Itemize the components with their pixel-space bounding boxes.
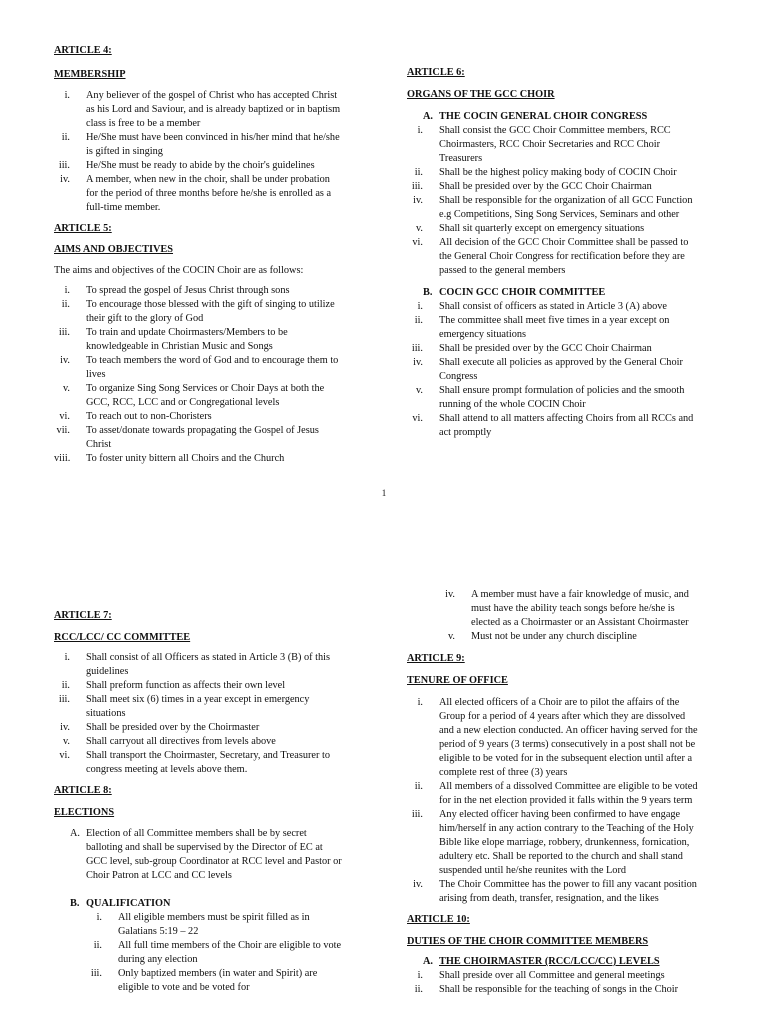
list-item-text-line: Shall be presided over by the Choirmaster <box>86 722 260 733</box>
list-item-number: v. <box>62 383 70 394</box>
list-item-text-line: adultery etc. Shall be reported to the church and shall stand <box>439 851 683 862</box>
list-item <box>54 410 374 424</box>
list-item-text-line: arising from death, transfer, resignation, and the likes <box>439 893 659 904</box>
list-item <box>54 939 374 967</box>
section-a-letter: A. <box>423 111 434 122</box>
list-item-text-line: To foster unity bittern all Choirs and the Church <box>86 453 285 464</box>
paragraph-line: balloting and shall be supervised by the Director of EC at <box>86 842 323 853</box>
list-item-text-line: Shall attend to all matters affecting Choirs from all RCCs and <box>439 413 694 424</box>
list-item <box>54 735 374 749</box>
list-item-text-line: Shall sit quarterly except on emergency situations <box>439 223 645 234</box>
list-item-number: vi. <box>59 411 70 422</box>
list-item-text-line: knowledgeable in Christian Music and Songs <box>86 341 273 352</box>
list-item-number: iii. <box>411 343 423 354</box>
article-5-list <box>54 284 374 466</box>
list-item-number: iv. <box>413 357 423 368</box>
list-item-number: i. <box>417 697 423 708</box>
list-item-number: vi. <box>59 750 70 761</box>
list-item-text-line: Christ <box>86 439 112 450</box>
list-item-number: i. <box>64 90 70 101</box>
list-item-text-line: him/herself in any action contrary to the Teaching of the Holy <box>439 823 694 834</box>
list-item <box>407 180 755 194</box>
list-item <box>54 326 374 354</box>
list-item-text-line: Any elected officer having been confirmed to have engage <box>439 809 681 820</box>
list-item-number: iii. <box>411 181 423 192</box>
list-item-text-line: To encourage those blessed with the gift of singing to utilize <box>86 299 335 310</box>
document-page-2 <box>0 520 768 1024</box>
list-item-text-line: All members of a dissolved Committee are eligible to be voted <box>439 781 698 792</box>
list-item-text-line: situations <box>86 708 126 719</box>
article-7-title: RCC/LCC/ CC COMMITTEE <box>54 632 191 643</box>
article-5-heading: ARTICLE 5: <box>54 223 112 234</box>
page2-right-column <box>407 588 755 997</box>
article-6-section-b-heading <box>407 286 755 300</box>
list-item-number: vi. <box>412 237 423 248</box>
list-item-text-line: All eligible members must be spirit filled as in <box>118 912 310 923</box>
article-7-list <box>54 651 374 777</box>
article-8-qualification-list-continued <box>407 588 755 644</box>
list-item-number: ii. <box>61 299 70 310</box>
list-item-number: ii. <box>61 680 70 691</box>
article-8-section-a <box>54 827 374 883</box>
list-item-text-line: Any believer of the gospel of Christ who has accepted Christ <box>86 90 338 101</box>
list-item <box>54 452 374 466</box>
list-item <box>54 693 374 721</box>
list-item-text-line: e.g Competitions, Sing Song Services, Seminars and other <box>439 209 680 220</box>
list-item-number: iv. <box>445 589 455 600</box>
page1-left-column <box>54 44 374 466</box>
list-item-number: i. <box>417 970 423 981</box>
list-item-text-line: Shall preside over all Committee and general meetings <box>439 970 665 981</box>
article-4-list <box>54 89 374 215</box>
list-item-text-line: Shall be presided over by the GCC Choir Chairman <box>439 181 652 192</box>
article-8-section-a-text <box>86 827 374 883</box>
list-item-text-line: To organize Sing Song Services or Choir Days at both the <box>86 383 325 394</box>
list-item-number: iv. <box>60 722 70 733</box>
list-item-text-line: Shall be responsible for the teaching of songs in the Choir <box>439 984 679 995</box>
list-item <box>407 236 755 278</box>
list-item-number: v. <box>415 385 423 396</box>
list-item <box>54 173 374 215</box>
list-item <box>407 983 755 997</box>
list-item <box>54 651 374 679</box>
list-item-text-line: Must not be under any church discipline <box>471 631 637 642</box>
list-item <box>54 911 374 939</box>
list-item-text-line: A member, when new in the choir, shall be under probation <box>86 174 330 185</box>
list-item-text-line: Only baptized members (in water and Spirit) are <box>118 968 318 979</box>
list-item <box>54 721 374 735</box>
list-item <box>407 696 755 780</box>
list-item-number: i. <box>417 125 423 136</box>
list-item-text-line: and a new election conducted. An officer having served for the <box>439 725 698 736</box>
list-item-text-line: during any election <box>118 954 198 965</box>
article-6-section-a-heading <box>407 110 755 124</box>
list-item <box>54 284 374 298</box>
article-7-heading: ARTICLE 7: <box>54 610 112 621</box>
list-item-text-line: The Choir Committee has the power to fill any vacant position <box>439 879 697 890</box>
article-9-heading: ARTICLE 9: <box>407 653 465 664</box>
list-item-number: i. <box>64 285 70 296</box>
article-10-section-a-list <box>407 969 755 997</box>
article-5-title: AIMS AND OBJECTIVES <box>54 244 174 255</box>
list-item-text-line: To asset/donate towards propagating the Gospel of Jesus <box>86 425 319 436</box>
list-item-text-line: Shall execute all policies as approved by the General Choir <box>439 357 683 368</box>
article-9-title: TENURE OF OFFICE <box>407 675 508 686</box>
article-4-title: MEMBERSHIP <box>54 69 126 80</box>
article-8-heading: ARTICLE 8: <box>54 785 112 796</box>
section-a-title: THE COCIN GENERAL CHOIR CONGRESS <box>439 111 648 122</box>
list-item-number: vii. <box>56 425 70 436</box>
list-item <box>54 679 374 693</box>
list-item-number: i. <box>417 301 423 312</box>
list-item-text-line: running of the whole COCIN Choir <box>439 399 586 410</box>
article-6-title: ORGANS OF THE GCC CHOIR <box>407 89 555 100</box>
list-item <box>407 342 755 356</box>
list-item-text-line: To teach members the word of God and to encourage them to <box>86 355 339 366</box>
section-a-title: THE CHOIRMASTER (RCC/LCC/CC) LEVELS <box>439 956 660 967</box>
list-item-number: ii. <box>414 984 423 995</box>
paragraph-line: Election of all Committee members shall be by secret <box>86 828 307 839</box>
list-item-text-line: complete rest of three (3) years <box>439 767 568 778</box>
list-item-text-line: Bible like elope marriage, robbery, drunkenness, fornication, <box>439 837 690 848</box>
list-item <box>54 749 374 777</box>
article-8-qualification-list <box>54 911 374 995</box>
list-item-text-line: guidelines <box>86 666 129 677</box>
section-b-letter: B. <box>423 287 433 298</box>
list-item-text-line: Congress <box>439 371 478 382</box>
list-item-text-line: suspended until he/she reunites with the Lord <box>439 865 627 876</box>
article-5-intro: The aims and objectives of the COCIN Choir are as follows: <box>54 265 304 276</box>
list-item <box>407 780 755 808</box>
list-item-text-line: Shall transport the Choirmaster, Secretary, and Treasurer to <box>86 750 330 761</box>
list-item-number: iii. <box>58 160 70 171</box>
paragraph-line: GCC level, sub-group Coordinator at RCC level and Pastor or <box>86 856 342 867</box>
list-item-text-line: Shall ensure prompt formulation of policies and the smooth <box>439 385 685 396</box>
list-item <box>407 222 755 236</box>
list-item-number: iii. <box>411 809 423 820</box>
list-item-text-line: elected as a Choirmaster or an Assistant Choirmaster <box>471 617 689 628</box>
list-item-text-line: All full time members of the Choir are eligible to vote <box>118 940 342 951</box>
list-item <box>407 384 755 412</box>
section-b-title: QUALIFICATION <box>86 898 171 909</box>
list-item-text-line: A member must have a fair knowledge of music, and <box>471 589 689 600</box>
article-10-section-a-heading <box>407 955 755 969</box>
list-item-text-line: Shall meet six (6) times in a year except in emergency <box>86 694 310 705</box>
list-item-text-line: Shall consist the GCC Choir Committee members, RCC <box>439 125 671 136</box>
list-item <box>407 166 755 180</box>
article-6-section-a-list <box>407 124 755 278</box>
list-item <box>54 298 374 326</box>
list-item-text-line: Shall be responsible for the organization of all GCC Function <box>439 195 693 206</box>
list-item-number: iv. <box>60 174 70 185</box>
list-item-text-line: To reach out to non-Choristers <box>86 411 212 422</box>
list-item-text-line: GCC, RCC, LCC and or Congregational levels <box>86 397 280 408</box>
list-item <box>54 89 374 131</box>
list-item-text-line: He/She must be ready to abide by the choir's guidelines <box>86 160 315 171</box>
list-item-text-line: Shall carryout all directives from levels above <box>86 736 276 747</box>
list-item-text-line: is gifted in singing <box>86 146 163 157</box>
list-item-number: viii. <box>54 453 71 464</box>
list-item-text-line: eligible to vote and be voted for <box>118 982 250 993</box>
list-item-number: i. <box>96 912 102 923</box>
list-item-number: iii. <box>58 694 70 705</box>
article-9-list <box>407 696 755 906</box>
list-item-text-line: for the period of three months before he/she is enrolled as a <box>86 188 332 199</box>
list-item <box>407 878 755 906</box>
list-item-number: iii. <box>58 327 70 338</box>
list-item <box>407 194 755 222</box>
list-item-text-line: Shall preform function as affects their own level <box>86 680 286 691</box>
list-item-text-line: To spread the gospel of Jesus Christ through sons <box>86 285 290 296</box>
section-b-title: COCIN GCC CHOIR COMMITTEE <box>439 287 606 298</box>
list-item-text-line: congress meeting at levels above them. <box>86 764 248 775</box>
list-item-text-line: act promptly <box>439 427 492 438</box>
list-item-text-line: lives <box>86 369 106 380</box>
list-item-text-line: their gift to the glory of God <box>86 313 204 324</box>
list-item-text-line: as his Lord and Saviour, and is already baptized or in baptism <box>86 104 341 115</box>
list-item-text-line: All decision of the GCC Choir Committee shall be passed to <box>439 237 689 248</box>
list-item-number: ii. <box>93 940 102 951</box>
list-item-text-line: Galatians 5:19 – 22 <box>118 926 199 937</box>
article-10-title: DUTIES OF THE CHOIR COMMITTEE MEMBERS <box>407 936 649 947</box>
list-item-text-line: To train and update Choirmasters/Members to be <box>86 327 288 338</box>
list-item-number: ii. <box>414 167 423 178</box>
list-item-number: i. <box>64 652 70 663</box>
list-item <box>407 314 755 342</box>
list-item <box>407 969 755 983</box>
list-item-text-line: All elected officers of a Choir are to pilot the affairs of the <box>439 697 680 708</box>
list-item-text-line: full-time member. <box>86 202 161 213</box>
list-item-number: iv. <box>60 355 70 366</box>
list-item-text-line: eligible to be voted for in the subsequent election until after a <box>439 753 693 764</box>
section-a-letter: A. <box>423 956 434 967</box>
list-item-number: iv. <box>413 195 423 206</box>
section-a-letter: A. <box>70 828 81 839</box>
list-item-number: ii. <box>414 315 423 326</box>
list-item-text-line: for in the net election provided it falls within the 9 years term <box>439 795 693 806</box>
page2-left-column <box>54 609 374 995</box>
list-item <box>407 588 755 630</box>
page1-right-column <box>407 66 755 440</box>
list-item-number: v. <box>447 631 455 642</box>
list-item <box>54 131 374 159</box>
article-8-title: ELECTIONS <box>54 807 115 818</box>
list-item <box>54 354 374 382</box>
list-item <box>407 300 755 314</box>
list-item <box>407 412 755 440</box>
list-item-number: vi. <box>412 413 423 424</box>
article-8-section-b-heading <box>54 897 374 911</box>
list-item-text-line: must have the ability teach songs before he/she is <box>471 603 675 614</box>
list-item <box>407 808 755 878</box>
list-item <box>407 356 755 384</box>
paragraph-line: Choir Patron at LCC and CC levels <box>86 870 232 881</box>
list-item-number: ii. <box>414 781 423 792</box>
list-item-text-line: Shall be the highest policy making body of COCIN Choir <box>439 167 677 178</box>
list-item-number: iv. <box>413 879 423 890</box>
list-item-text-line: Shall consist of officers as stated in Article 3 (A) above <box>439 301 667 312</box>
list-item <box>54 967 374 995</box>
list-item <box>54 382 374 410</box>
list-item-text-line: the General Choir Congress for rectification before they are <box>439 251 685 262</box>
list-item <box>54 424 374 452</box>
list-item-text-line: passed to the general members <box>439 265 566 276</box>
list-item-text-line: Shall be presided over by the GCC Choir Chairman <box>439 343 652 354</box>
list-item <box>407 630 755 644</box>
article-4-heading: ARTICLE 4: <box>54 45 112 56</box>
page-number: 1 <box>381 488 387 498</box>
section-b-letter: B. <box>70 898 80 909</box>
list-item-number: v. <box>415 223 423 234</box>
article-10-heading: ARTICLE 10: <box>407 914 470 925</box>
list-item-text-line: Treasurers <box>439 153 483 164</box>
list-item-text-line: class is free to be a member <box>86 118 201 129</box>
list-item-text-line: Shall consist of all Officers as stated in Article 3 (B) of this <box>86 652 331 663</box>
list-item-number: iii. <box>90 968 102 979</box>
list-item <box>54 159 374 173</box>
list-item-text-line: emergency situations <box>439 329 527 340</box>
list-item-text-line: period of 9 years (3 terms) consecutively in a post shall not be <box>439 739 696 750</box>
list-item-number: v. <box>62 736 70 747</box>
list-item-text-line: The committee shall meet five times in a year except on <box>439 315 670 326</box>
list-item-text-line: Group for a period of 4 years after which they are dissolved <box>439 711 686 722</box>
list-item-number: ii. <box>61 132 70 143</box>
list-item <box>407 124 755 166</box>
article-6-heading: ARTICLE 6: <box>407 67 465 78</box>
list-item-text-line: He/She must have been convinced in his/her mind that he/she <box>86 132 340 143</box>
article-6-section-b-list <box>407 300 755 440</box>
list-item-text-line: Choirmasters, RCC Choir Secretaries and RCC Choir <box>439 139 661 150</box>
